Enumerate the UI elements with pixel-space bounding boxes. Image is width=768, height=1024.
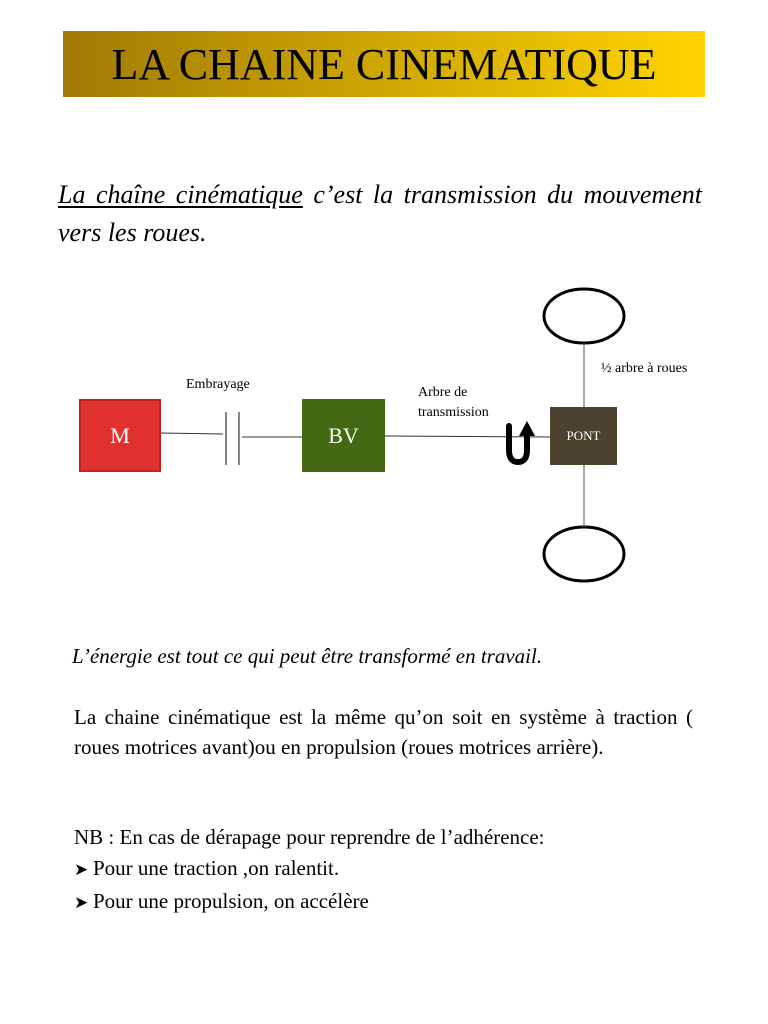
shaft-label-line1: Arbre de: [418, 385, 468, 400]
list-item: [74, 853, 714, 886]
right-arrowhead-icon: ➤: [74, 860, 89, 880]
page-title: LA CHAINE CINEMATIQUE: [111, 39, 657, 89]
gearbox-label: BV: [328, 422, 359, 448]
shaft-label-line2: transmission: [418, 405, 489, 420]
motor-shaft: [161, 433, 223, 434]
kinematic-chain-diagram: [0, 270, 768, 600]
traction-propulsion-paragraph: La chaine cinématique est la même qu’on soit en système à traction ( roues motrices avant)ou en propulsion (roues motrices arrière).: [74, 705, 693, 759]
bottom-wheel: [544, 527, 624, 581]
right-arrowhead-icon: ➤: [74, 893, 89, 913]
title-banner: [63, 31, 705, 97]
axle-label: PONT: [566, 428, 601, 443]
definition-text: [58, 176, 702, 252]
nb-intro: NB : En cas de dérapage pour reprendre de l’adhérence:: [74, 825, 545, 849]
shaft-label: [418, 384, 489, 421]
bullet-text-traction: Pour une traction ,on ralentit.: [93, 856, 340, 880]
list-item: [74, 886, 714, 919]
definition-rest: c’est la transmission du mouvement vers les roues.: [58, 180, 702, 247]
energy-definition: L’énergie est tout ce qui peut être transformé en travail.: [72, 644, 543, 668]
gearbox-box: [302, 399, 385, 472]
axle-box: [550, 407, 617, 465]
clutch-label: Embrayage: [186, 377, 250, 392]
top-wheel: [544, 289, 624, 343]
half-shaft-label: ½ arbre à roues: [601, 361, 688, 376]
rotation-arrowhead-icon: [519, 421, 535, 436]
motor-label: M: [110, 422, 130, 448]
definition-term: La chaîne cinématique: [58, 180, 303, 209]
nb-section: [74, 822, 714, 919]
motor-box: [79, 399, 161, 472]
bullet-text-propulsion: Pour une propulsion, on accélère: [93, 889, 369, 913]
